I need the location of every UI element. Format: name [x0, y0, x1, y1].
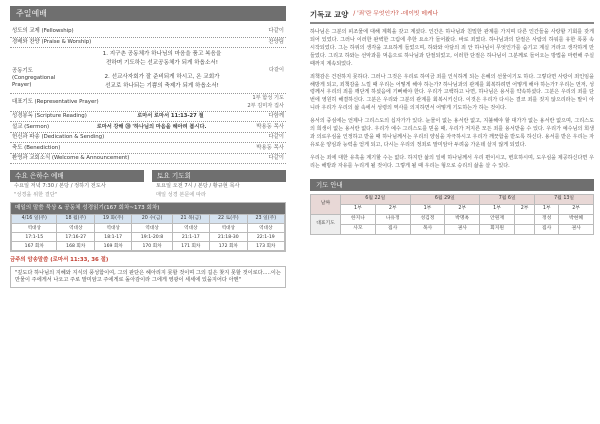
- rep-line: 2부 김미자 집사: [247, 102, 284, 109]
- bible-counts-row: [12, 242, 285, 251]
- bible-day-cell: 20 수(금): [132, 215, 172, 224]
- weekly-meetings: [10, 170, 286, 199]
- guide-names-row: [311, 214, 594, 224]
- bible-book-cell: 역대상: [12, 224, 57, 233]
- worship-detail: 로마서 강해 ⑳ '하나님의 마음을 헤아려 봅시다.: [96, 123, 207, 130]
- guide-name-cell: 정성: [535, 214, 559, 224]
- bible-count-cell: 172 회차: [210, 242, 248, 251]
- prayer-guide-title: 기도 안내: [310, 179, 594, 191]
- bible-day-cell: 21 목(금): [172, 215, 209, 224]
- bible-ranges-row: [12, 233, 285, 242]
- worship-order-bottom: [10, 112, 286, 165]
- worship-item: 성도의 교제 (Fellowship): [12, 28, 74, 35]
- bible-range-cell: 18:1-17: [95, 233, 132, 242]
- prayer-line: 선교로 하나되는 기쁨의 축제가 되게 하옵소서!: [105, 82, 219, 89]
- worship-leader: 다같이: [268, 28, 284, 35]
- guide-part-cell: 2부: [445, 204, 480, 214]
- guide-name-cell: 한지나: [341, 214, 376, 224]
- bible-count-cell: 170 회차: [132, 242, 172, 251]
- wednesday-title: 수요 은하수 예배: [10, 170, 144, 182]
- article-paragraph: 죄책감은 건전하지 못하다. 그러나 그것은 우리로 하여금 죄를 인식하게 되는 은혜의 선물이기도 하다. 그렇다면 사랑이 죄인임을 해방게 되고, 죄책감을 느낄 때 우리는 어떻게 해야 하는가? 하나님과의 관계를 회복하려면 어떻게 해야 하는가? 우리는 먼저, 성령께서 우리의 죄를 깨닫게 하셨음에 기뻐해야 한다. 우리가 고백하고 나면, 하나님은 용서를 약속하셨다. 그분은 우리의 죄를 단번에 영원히 해결하신다. 그분은 우리와 그분의 관계를 회복시키신다. 이것은 우리가 다시는 결코 죄를 짓지 않으리라는 말이 아니라 우리가 우리의 삶 속에서 성령의 역사를 의지하면서 어떻게 기도하는가 하는 것이다.: [310, 73, 594, 112]
- guide-title-cell: 권사: [445, 224, 480, 234]
- guide-part-cell: 1부: [535, 204, 559, 214]
- bible-book-cell: 역대상: [132, 224, 172, 233]
- guide-name-cell: 안원재: [480, 214, 515, 224]
- worship-item: 경배와 찬양 (Praise & Worship): [12, 38, 92, 45]
- representative-prayer: [10, 94, 286, 112]
- worship-leader: 박용동 목사: [256, 144, 284, 151]
- bible-books-row: [12, 224, 285, 233]
- article-title: [310, 6, 594, 24]
- guide-name-cell: 박명옥: [445, 214, 480, 224]
- sunday-worship-title: 주일예배: [10, 6, 286, 21]
- worship-leader: 다함께: [268, 113, 284, 120]
- worship-leader: 다같이: [268, 155, 284, 162]
- bible-book-cell: 역대상: [247, 224, 284, 233]
- worship-item: 헌신과 파송 (Dedication & Sending): [12, 134, 105, 141]
- bible-book-cell: 역대상: [172, 224, 209, 233]
- prayer-guide-table: [310, 194, 594, 235]
- bible-book-cell: 역대상: [95, 224, 132, 233]
- worship-row: [10, 122, 286, 133]
- bible-range-cell: 19:1-20:8: [132, 233, 172, 242]
- saturday-line: 매일 성경 본문에 따라: [156, 191, 207, 198]
- bible-day-cell: 22 토(주): [210, 215, 248, 224]
- bible-count-cell: 171 회차: [172, 242, 209, 251]
- wednesday-line: 수요일 저녁 7:30 / 본당 / 정하기 전도사: [14, 183, 106, 190]
- article-paragraph: 우리는 죄에 대한 유혹을 계기할 수는 없다. 하지만 삶의 일에 하나님께서 우리 편이시고, 변호하시며, 도우심을 제공하신다면 우리는 해방과 자유를 누리게 될 것이다. 그렇게 될 때 우리는 형으로 승리의 삶을 살 수 있다.: [310, 154, 594, 169]
- bible-range-cell: 21:18-30: [210, 233, 248, 242]
- guide-part-cell: 2부: [375, 204, 410, 214]
- bible-range-cell: 17:16-27: [57, 233, 95, 242]
- guide-date-cell: 6월 22일: [341, 194, 411, 204]
- worship-item: 축도 (Benediction): [12, 144, 61, 151]
- guide-title-cell: 회지원: [480, 224, 515, 234]
- worship-leader: 찬양팀: [268, 38, 284, 45]
- guide-date-cell: 7월 6일: [480, 194, 535, 204]
- bible-reading: [10, 202, 286, 252]
- saturday-box: [152, 170, 286, 199]
- bible-day-cell: 18 월(주): [57, 215, 95, 224]
- guide-row-label: 대표기도: [311, 214, 341, 234]
- guide-date-cell: 6월 29일: [410, 194, 480, 204]
- worship-item: 설교 (Sermon): [12, 123, 50, 130]
- saturday-line: 토요일 오전 7시 / 본당 / 황규현 목사: [156, 183, 240, 190]
- worship-row: [10, 112, 286, 123]
- bible-count-cell: 167 회차: [12, 242, 57, 251]
- prayer-line: 전하며 기도하는 선교공동체가 되게 하옵소서!: [105, 59, 219, 66]
- memory-verse-title: 금주의 암송말씀 (로마서 11:33, 36 절): [10, 257, 109, 264]
- congregational-lines: [70, 50, 254, 91]
- prayer-line: 1. 지구촌 공동체가 하나님의 마음을 품고 복음을: [102, 51, 222, 57]
- guide-title-cell: 사모: [341, 224, 376, 234]
- guide-part-cell: 1부: [410, 204, 445, 214]
- bible-range-cell: 17:1-15: [12, 233, 57, 242]
- article-paragraph: 용서의 중심에는 언제나 그리스도의 십자가가 있다. 눈물이 없는 용서란 없고, 지불해야 할 대가가 없는 용서란 없으며, 그리스도의 희생이 없는 용서란 없다. 우리가 예수 그리스도를 믿을 때, 우리가 저지른 모든 죄를 용서받을 수 있다. 우리가 예수님의 희생과 의로우심을 인정하고 받을 때 하나님께서는 우리의 양심을 자극하시고 우리가 깨끗함을 받도록 하신다. 용서를 받은 우리는 자유로운 양심과 능력을 얻게 되고, 다시는 우리의 정죄로 말미암아 두려움 가운데 살지 않게 되었다.: [310, 118, 594, 148]
- bible-range-cell: 21:1-17: [172, 233, 209, 242]
- worship-detail: 로마서 로마서 11:13-27 절: [137, 113, 204, 120]
- worship-row: [10, 38, 286, 49]
- guide-part-cell: 1부: [341, 204, 376, 214]
- bible-count-cell: 168 회차: [57, 242, 95, 251]
- guide-name-cell: 박현혜: [559, 214, 594, 224]
- worship-item: 성경봉독 (Scripture Reading): [12, 113, 87, 120]
- guide-name-cell: 성김정: [410, 214, 445, 224]
- guide-date-cell: 날짜: [311, 194, 341, 214]
- guide-titles-row: [311, 224, 594, 234]
- worship-row: [10, 143, 286, 154]
- congregational-prayer: [10, 48, 286, 94]
- rep-line: 1부 함성 기도: [252, 95, 284, 102]
- guide-title-cell: 권사: [559, 224, 594, 234]
- worship-row: [10, 133, 286, 144]
- worship-item: 환영과 교회소식 (Welcome & Announcement): [12, 155, 130, 162]
- congregational-who: 다같이: [268, 67, 284, 74]
- bible-table: [11, 214, 285, 251]
- bible-range-cell: 22:1-19: [247, 233, 284, 242]
- worship-row: [10, 154, 286, 165]
- guide-title-cell: [514, 224, 534, 234]
- guide-title-cell: 목사: [410, 224, 445, 234]
- guide-title-cell: 집사: [375, 224, 410, 234]
- article-paragraph: 하나님은 그분의 피조물에 대해 계획을 갖고 계셨다. 인간은 하나님과 친밀한 관계를 가지며 다른 인간들을 사랑할 기회를 갖게 되어 있었다. 그러나 이러한 완벽한 그림에 추한 요소가 들어왔다. 바로 죄였다. 하나님과의 단절은 사람의 하워를 유한 폭풍 속 시작되었다. 그는 하위의 생각을 고요하게 들었으며, 하와와 아담의 죄 안 하나님이 무엇인가를 숨기고 계실 거라고 생각하게 만들었다. 그리고 하와는 선악과를 먹음으로 하나님과 단절되었고, 이러한 단절은 하나님이 그분께로 들어오는 방법을 마련해 주실 때까지 계속되었다.: [310, 29, 594, 67]
- worship-leader: 박용동 목사: [256, 123, 284, 130]
- wednesday-line: "성경을 위한 결단": [14, 191, 58, 198]
- bible-reading-head: 매일의 말씀 묵상 & 공동체 성경읽기(167 회차~173 회차): [11, 203, 285, 214]
- label-line: Prayer): [12, 81, 32, 88]
- memory-verse-body: "깊도다 하나님의 지혜와 지식의 풍성함이여, 그의 판단은 헤아리지 못할 것이며 그의 길은 찾지 못할 것이로다.....이는 만물이 주에게서 나오고 주로 말미암고 주에게로 돌아감이라 그에게 영광이 세세에 있을지어다 아멘": [10, 266, 286, 288]
- bible-count-cell: 173 회차: [247, 242, 284, 251]
- label-line: 공동기도: [12, 68, 33, 74]
- guide-name-cell: 나유정: [375, 214, 410, 224]
- article-tag: 기독교 교양: [310, 10, 349, 19]
- article-subtitle: / '죄'란 무엇인가? -데이빗 메케나: [353, 11, 439, 17]
- right-page: [310, 6, 594, 235]
- guide-name-cell: [514, 214, 534, 224]
- guide-title-cell: 집사: [535, 224, 559, 234]
- guide-dates-row: [311, 194, 594, 204]
- guide-date-cell: 7월 13일: [535, 194, 594, 204]
- congregational-label: [12, 50, 70, 91]
- bible-count-cell: 169 회차: [95, 242, 132, 251]
- bible-book-cell: 역대상: [210, 224, 248, 233]
- saturday-title: 토요 기도회: [152, 170, 286, 182]
- guide-part-cell: 1부: [480, 204, 515, 214]
- bible-days-row: [12, 215, 285, 224]
- label-line: (Congregational: [12, 74, 56, 81]
- representative-names: [132, 95, 284, 110]
- guide-part-cell: 2부: [559, 204, 594, 214]
- worship-row: [10, 27, 286, 38]
- bible-book-cell: 역대상: [57, 224, 95, 233]
- prayer-line: 2. 선교사자회가 잘 준비되게 하시고, 온 교회가: [104, 73, 220, 80]
- worship-order-top: [10, 27, 286, 48]
- wednesday-box: [10, 170, 144, 199]
- guide-part-cell: 2부: [514, 204, 534, 214]
- left-page: [10, 6, 286, 288]
- representative-label: 대표기도 (Representative Prayer): [12, 99, 99, 106]
- guide-parts-row: [311, 204, 594, 214]
- bible-day-cell: 4/16 일(주): [12, 215, 57, 224]
- bible-day-cell: 23 일(주): [247, 215, 284, 224]
- worship-leader: 다같이: [268, 134, 284, 141]
- bible-day-cell: 19 화(주): [95, 215, 132, 224]
